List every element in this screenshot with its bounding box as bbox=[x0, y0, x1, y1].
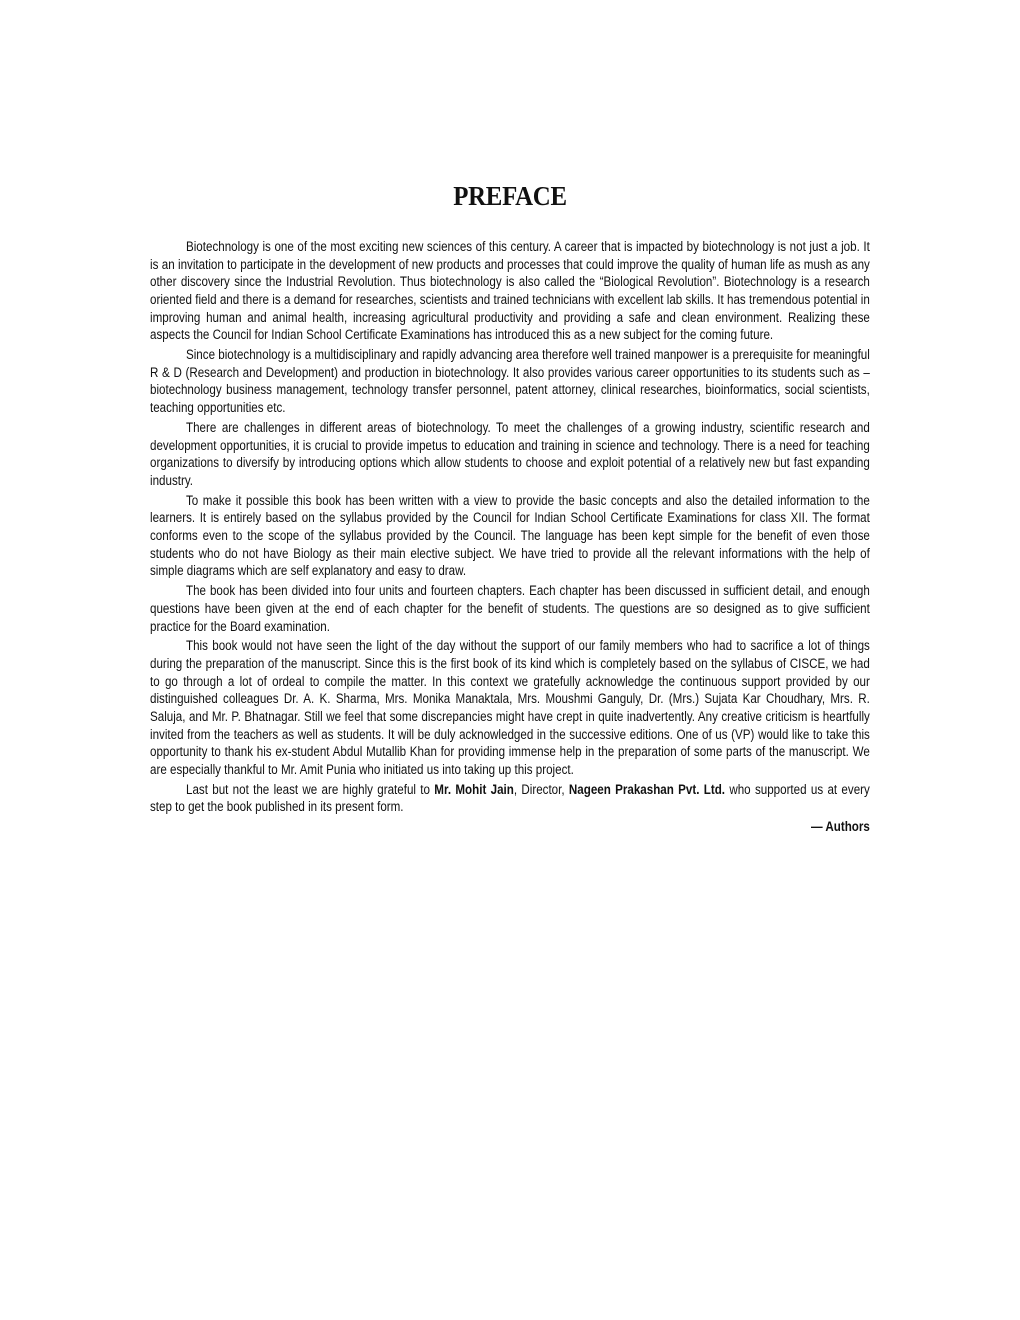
text: Last but not the least we are highly grateful to bbox=[185, 781, 435, 798]
paragraph: The book has been divided into four units and fourteen chapters. Each chapter has been discussed in sufficient detail, and enough questions have been given at the end of each chapter for the benefit of students. The questions are so designed as to give sufficient practice for the Board examination. bbox=[150, 583, 870, 635]
paragraph: This book would not have seen the light of the day without the support of our family members who had to sacrifice a lot of things during the preparation of the manuscript. Since this is the first book of its kind which is completely based on the syllabus of CISCE, we had to go through a lot of ordeal to compile the matter. In this context we gratefully acknowledge the continuous support provided by our distinguished colleagues Dr. A. K. Sharma, Mrs. Monika Manaktala, Mrs. Moushmi Ganguly, Dr. (Mrs.) Sujata Kar Choudhary, Mrs. R. Saluja, and Mr. P. Bhatnagar. Still we feel that some discrepancies might have crept in quite inadvertently. Any creative criticism is heartfully invited from the teachers as well as students. It will be duly acknowledged in the successive editions. One of us (VP) would like to take this opportunity to thank his ex-student Abdul Mutallib Khan for providing immense help in the preparation of some parts of the manuscript. We are especially thankful to Mr. Amit Punia who initiated us into taking up this project. bbox=[150, 638, 870, 778]
preface-body bbox=[150, 239, 870, 837]
paragraph-last bbox=[150, 782, 870, 817]
director-name: Mr. Mohit Jain bbox=[434, 781, 514, 798]
paragraph: To make it possible this book has been written with a view to provide the basic concepts and also the detailed information to the learners. It is entirely based on the syllabus provided by the Council for Indian School Certificate Examinations for class XII. The format conforms even to the scope of the syllabus provided by the Council. The language has been kept simple for the benefit of even those students who do not have Biology as their main elective subject. We have tried to provide all the relevant informations with the help of simple diagrams which are self explanatory and easy to draw. bbox=[150, 492, 870, 580]
paragraph: Since biotechnology is a multidisciplinary and rapidly advancing area therefore well trained manpower is a prerequisite for meaningful R & D (Research and Development) and production in biotechnology. It also provides various career opportunities to its students such as – biotechnology business management, technology transfer personnel, patent attorney, clinical researches, bioinformatics, social scientists, teaching opportunities etc. bbox=[150, 347, 870, 417]
text: who supported us at every step to get the book published in its present form. bbox=[150, 781, 870, 816]
page-title: PREFACE bbox=[453, 181, 567, 211]
signature: — Authors bbox=[810, 819, 870, 836]
text: , Director, bbox=[513, 781, 569, 798]
paragraph: Biotechnology is one of the most exciting new sciences of this century. A career that is impacted by biotechnology is not just a job. It is an invitation to participate in the development of new products and processes that could improve the quality of human life as mush as any other discovery since the Industrial Revolution. Thus biotechnology is also called the “Biological Revolution”. Biotechnology is a research oriented field and there is a demand for researches, scientists and trained technicians with excellent lab skills. It has tremendous potential in improving human and animal health, increasing agricultural productivity and providing a safe and clean environment. Realizing these aspects the Council for Indian School Certificate Examinations has introduced this as a new subject for the coming future. bbox=[150, 239, 870, 344]
publisher-name: Nageen Prakashan Pvt. Ltd. bbox=[568, 781, 726, 798]
paragraph: There are challenges in different areas of biotechnology. To meet the challenges of a growing industry, scientific research and development opportunities, it is crucial to provide impetus to education and training in science and technology. There is a need for teaching organizations to diversify by introducing options which allow students to choose and exploit potential of a relatively new but fast expanding industry. bbox=[150, 419, 870, 489]
